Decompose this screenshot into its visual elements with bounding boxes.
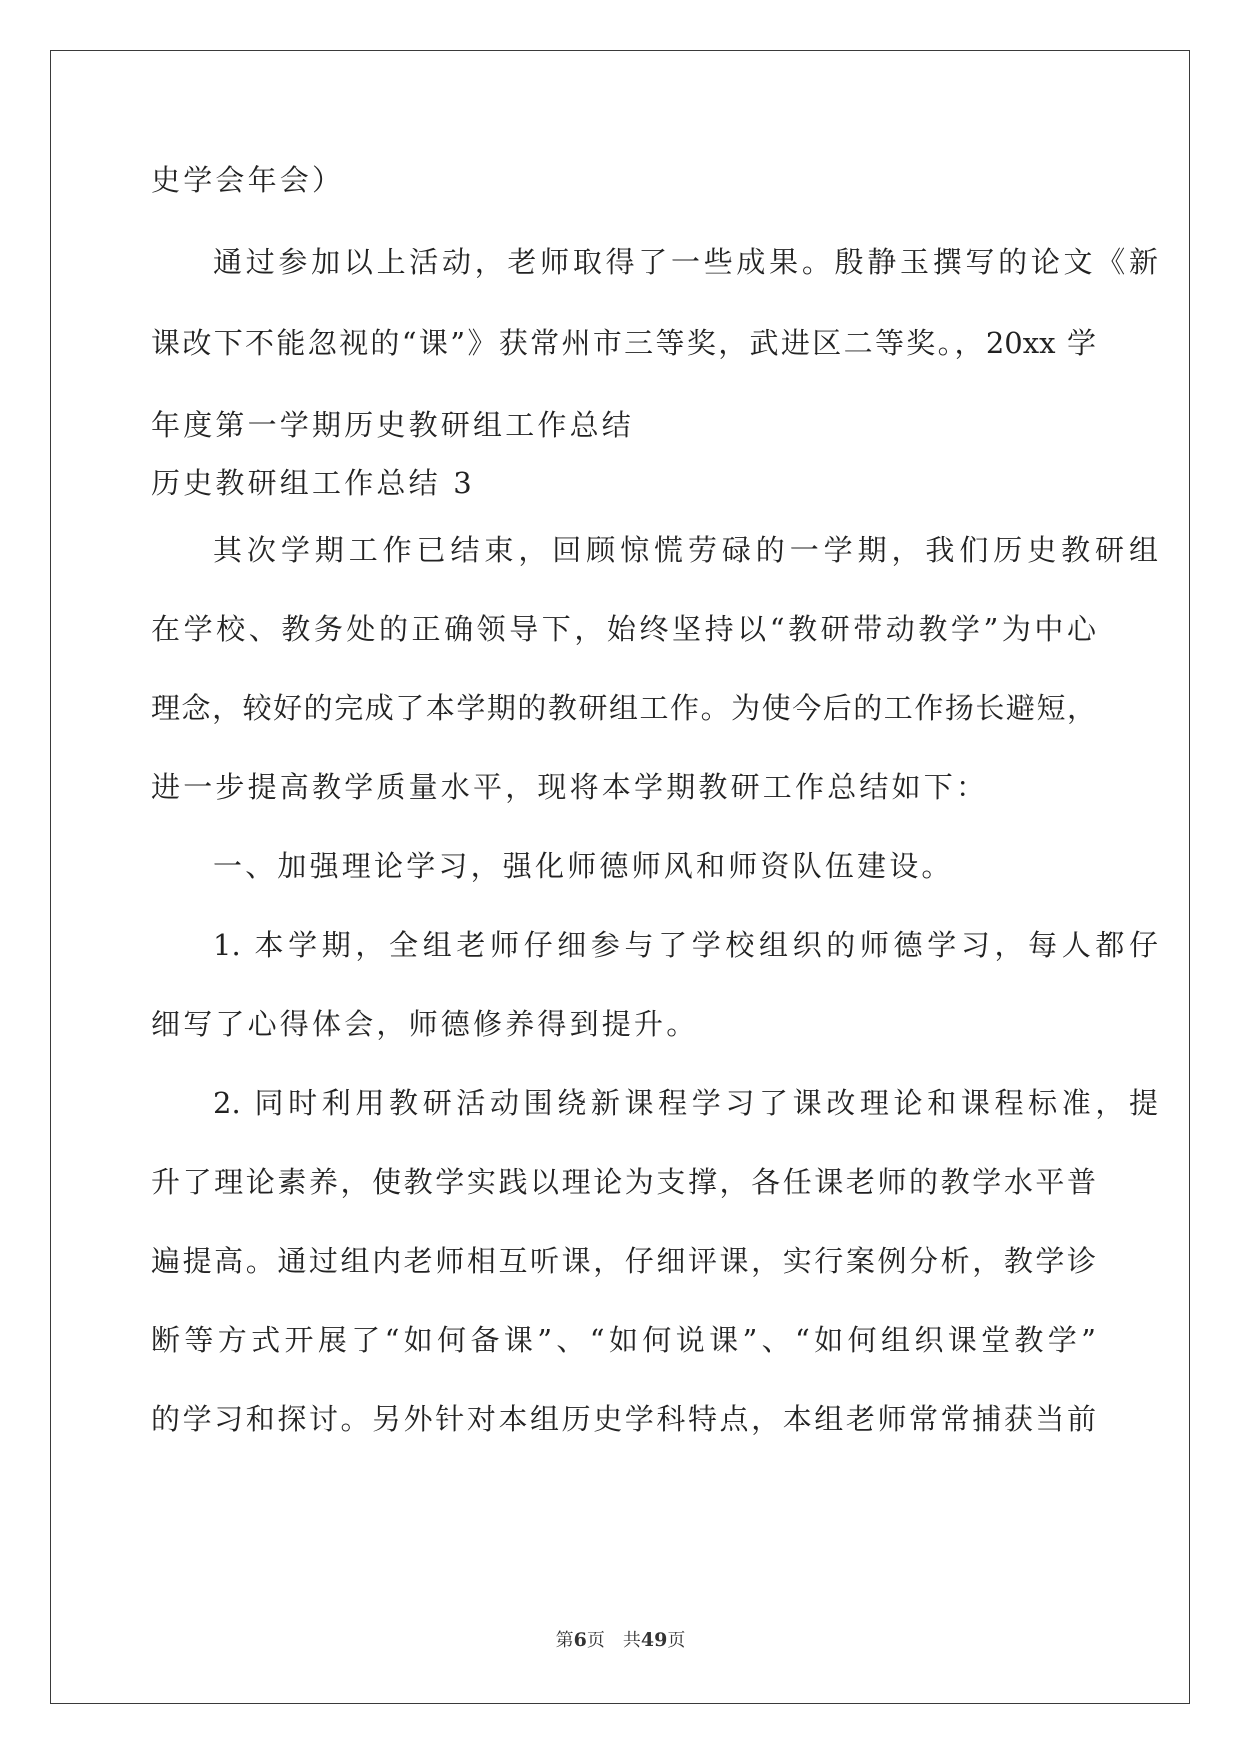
page-suffix: 页 xyxy=(586,1630,605,1651)
section-heading: 历史教研组工作总结 3 xyxy=(151,466,475,500)
text-line: 进一步提高教学质量水平，现将本学期教研工作总结如下： xyxy=(151,770,989,804)
paragraph-line: 其次学期工作已结束，回顾惊慌劳碌的一学期，我们历史教研组 xyxy=(213,533,1158,567)
text-line: 断等方式开展了“如何备课”、“如何说课”、“如何组织课堂教学” xyxy=(151,1323,1096,1357)
page-footer xyxy=(0,1626,1241,1652)
text-line: 史学会年会） xyxy=(151,163,345,197)
paragraph-line: 通过参加以上活动，老师取得了一些成果。殷静玉撰写的论文《新 xyxy=(213,245,1158,279)
total-prefix: 共 xyxy=(622,1630,641,1651)
text-line: 细写了心得体会，师德修养得到提升。 xyxy=(151,1007,699,1041)
text-line: 遍提高。通过组内老师相互听课，仔细评课，实行案例分析，教学诊 xyxy=(151,1244,1096,1278)
text-line: 在学校、教务处的正确领导下，始终坚持以“教研带动教学”为中心 xyxy=(151,612,1096,646)
total-suffix: 页 xyxy=(667,1630,686,1651)
text-line: 的学习和探讨。另外针对本组历史学科特点，本组老师常常捕获当前 xyxy=(151,1402,1096,1436)
total-pages: 49 xyxy=(640,1629,668,1651)
text-line: 年度第一学期历史教研组工作总结 xyxy=(151,408,635,442)
text-line: 升了理论素养，使教学实践以理论为支撑，各任课老师的教学水平普 xyxy=(151,1165,1096,1199)
page-prefix: 第 xyxy=(555,1630,574,1651)
page-number: 6 xyxy=(573,1629,587,1651)
text-line: 理念，较好的完成了本学期的教研组工作。为使今后的工作扬长避短， xyxy=(151,691,1096,725)
text-line: 课改下不能忽视的“课”》获常州市三等奖，武进区二等奖。，20xx 学 xyxy=(151,326,1096,360)
paragraph-line: 1. 本学期，全组老师仔细参与了学校组织的师德学习，每人都仔 xyxy=(213,928,1158,962)
paragraph-line: 一、加强理论学习，强化师德师风和师资队伍建设。 xyxy=(213,849,954,883)
paragraph-line: 2. 同时利用教研活动围绕新课程学习了课改理论和课程标准，提 xyxy=(213,1086,1158,1120)
